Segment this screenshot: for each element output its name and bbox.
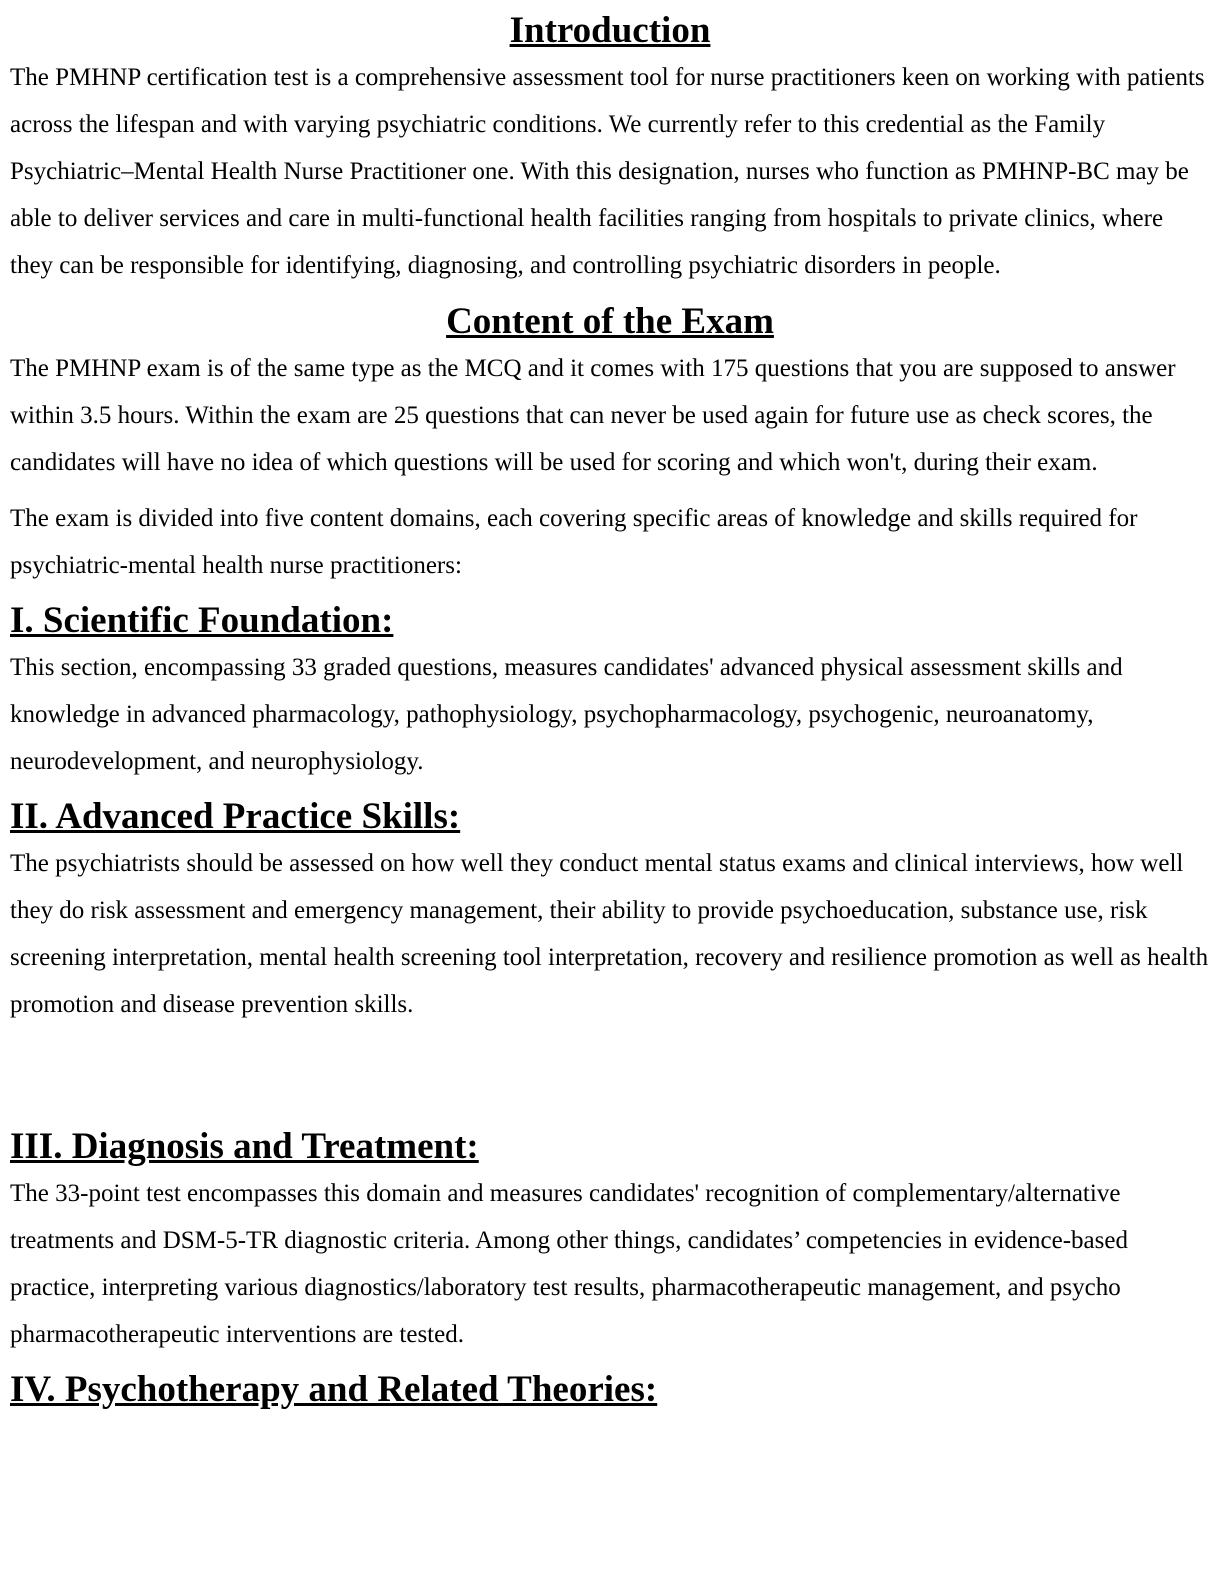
paragraph-diagnosis-and-treatment: The 33-point test encompasses this domain and measures candidates' recognition of complementary/alternative treatments and DSM-5-TR diagnostic criteria. Among other things, candidates’ competencies in evidence-based practice, interpreting various diagnostics/laboratory test results, pharmacotherapeutic management, and psycho pharmacotherapeutic interventions are tested.: [10, 1180, 1128, 1348]
paragraph-scientific-foundation: This section, encompassing 33 graded questions, measures candidates' advanced physical assessment skills and knowledge in advanced pharmacology, pathophysiology, psychopharmacology, psychogenic, neuroanatomy, neurodevelopment, and neurophysiology.: [10, 654, 1123, 775]
heading-scientific-foundation: I. Scientific Foundation:: [10, 600, 394, 641]
paragraph-exam-format: The PMHNP exam is of the same type as the MCQ and it comes with 175 questions that you are supposed to answer within 3.5 hours. Within the exam are 25 questions that can never be used again for future use as check scores, the candidates will have no idea of which questions will be used for scoring and which won't, during their exam.: [10, 355, 1176, 476]
document-page: [10, 8, 1210, 1413]
paragraph-advanced-practice-skills: The psychiatrists should be assessed on how well they conduct mental status exams and clinical interviews, how well they do risk assessment and emergency management, their ability to provide psychoeducation, substance use, risk screening interpretation, mental health screening tool interpretation, recovery and resilience promotion as well as health promotion and disease prevention skills.: [10, 850, 1209, 1018]
heading-diagnosis-and-treatment: III. Diagnosis and Treatment:: [10, 1126, 479, 1167]
heading-advanced-practice-skills: II. Advanced Practice Skills:: [10, 796, 461, 837]
paragraph-introduction: The PMHNP certification test is a comprehensive assessment tool for nurse practitioners keen on working with patients across the lifespan and with varying psychiatric conditions. We currently refer to this credential as the Family Psychiatric–Mental Health Nurse Practitioner one. With this designation, nurses who function as PMHNP-BC may be able to deliver services and care in multi-functional health facilities ranging from hospitals to private clinics, where they can be responsible for identifying, diagnosing, and controlling psychiatric disorders in people.: [10, 64, 1205, 279]
heading-introduction: Introduction: [509, 10, 711, 51]
paragraph-exam-domains: The exam is divided into five content domains, each covering specific areas of knowledge and skills required for psychiatric-mental health nurse practitioners:: [10, 505, 1138, 579]
heading-content-of-exam: Content of the Exam: [446, 301, 774, 342]
heading-psychotherapy: IV. Psychotherapy and Related Theories:: [10, 1369, 658, 1410]
